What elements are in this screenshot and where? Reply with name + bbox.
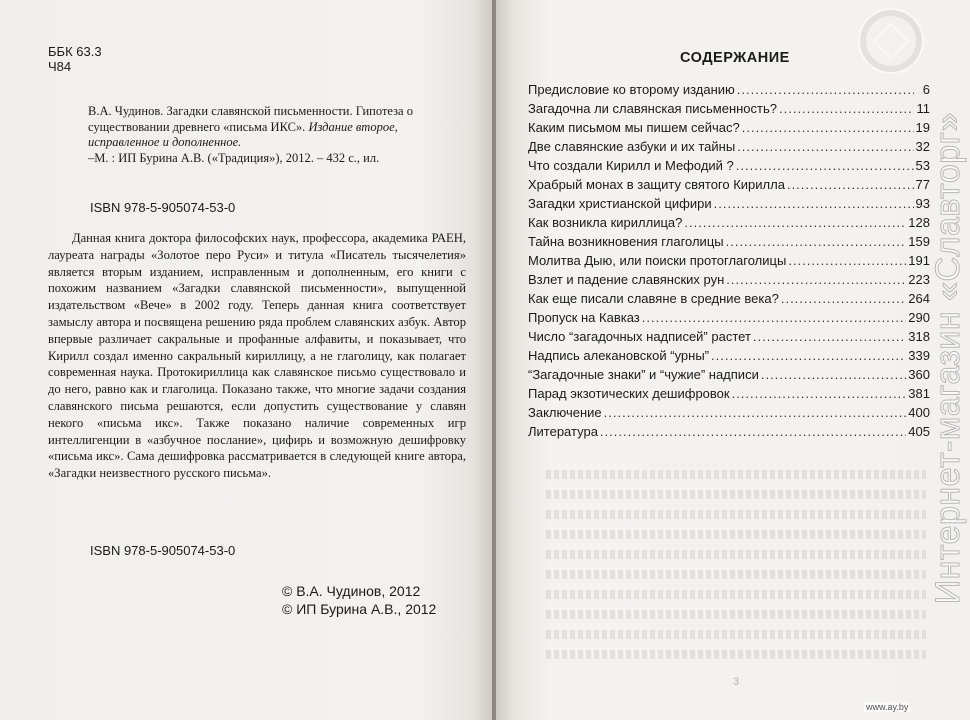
toc-entry-title: Две славянские азбуки и их тайны [528, 139, 736, 154]
watermark-text: Интернет-магазин «Славторг» [928, 111, 967, 605]
bleed-through-line [546, 630, 926, 639]
toc-leader-dots [779, 101, 914, 116]
toc-entry-page: 11 [916, 101, 930, 116]
bibliographic-record [88, 104, 464, 166]
toc-entry-title: Что создали Кирилл и Мефодий ? [528, 158, 734, 173]
toc-entry-page: 19 [915, 120, 930, 135]
toc-leader-dots [761, 367, 906, 382]
toc-entry-title: Заключение [528, 405, 602, 420]
toc-entry [528, 405, 930, 424]
toc-entry-page: 223 [908, 272, 930, 287]
toc-entry-title: Пропуск на Кавказ [528, 310, 640, 325]
toc-entry [528, 158, 930, 177]
toc-leader-dots [732, 386, 907, 401]
toc-entry-page: 53 [915, 158, 930, 173]
toc-entry-page: 400 [908, 405, 930, 420]
toc-leader-dots [753, 329, 906, 344]
bleed-through-line [546, 550, 926, 559]
toc-entry-page: 360 [908, 367, 930, 382]
toc-entry [528, 139, 930, 158]
toc-entry [528, 291, 930, 310]
toc-entry-title: “Загадочные знаки” и “чужие” надписи [528, 367, 759, 382]
biblio-main: В.А. Чудинов. Загадки славянской письменности. Гипотеза о существовании древнего «письма ИКС». [88, 104, 413, 134]
biblio-imprint: –М. : ИП Бурина А.В. («Традиция»), 2012. – 432 с., ил. [88, 150, 380, 165]
watermark-emblem-icon [858, 8, 924, 74]
toc-entry-page: 6 [922, 82, 930, 97]
copyright-author: © В.А. Чудинов, 2012 [282, 583, 421, 599]
toc-entry-title: Число “загадочных надписей” растет [528, 329, 751, 344]
toc-entry-title: Парад экзотических дешифровок [528, 386, 730, 401]
toc-entry [528, 101, 930, 120]
bleed-through-line [546, 510, 926, 519]
toc-entry-page: 339 [908, 348, 930, 363]
toc-entry-title: Загадки христианской цифири [528, 196, 712, 211]
shop-watermark [929, 8, 967, 708]
toc-entry [528, 272, 930, 291]
ghost-title-bleed [290, 200, 316, 231]
isbn-top: ISBN 978-5-905074-53-0 [90, 200, 236, 215]
bleed-through-line [546, 610, 926, 619]
toc-leader-dots [788, 253, 906, 268]
toc-entry-page: 381 [908, 386, 930, 401]
toc-entry [528, 234, 930, 253]
toc-entry-title: Предисловие ко второму изданию [528, 82, 735, 97]
toc-entry [528, 215, 930, 234]
toc-entry-page: 128 [908, 215, 930, 230]
toc-leader-dots [787, 177, 914, 192]
toc-entry [528, 253, 930, 272]
toc-entry [528, 177, 930, 196]
copyright-block [282, 582, 436, 618]
toc-leader-dots [600, 424, 906, 439]
toc-entry [528, 386, 930, 405]
bbk-code: ББК 63.3 [48, 44, 102, 59]
toc-leader-dots [726, 234, 907, 249]
toc-heading: СОДЕРЖАНИЕ [680, 50, 790, 66]
toc-entry-title: Взлет и падение славянских рун [528, 272, 725, 287]
toc-entry-page: 318 [908, 329, 930, 344]
toc-leader-dots [781, 291, 906, 306]
toc-entry-page: 290 [908, 310, 930, 325]
toc-entry [528, 82, 930, 101]
copyright-publisher: © ИП Бурина А.В., 2012 [282, 601, 437, 617]
table-of-contents [528, 82, 930, 443]
toc-entry [528, 120, 930, 139]
toc-entry-page: 264 [908, 291, 930, 306]
toc-entry-title: Литература [528, 424, 598, 439]
bleed-through-line [546, 570, 926, 579]
toc-entry-title: Надпись алекановской “урны” [528, 348, 710, 363]
toc-leader-dots [714, 196, 914, 211]
toc-entry [528, 196, 930, 215]
toc-entry-title: Храбрый монах в защиту святого Кирилла [528, 177, 785, 192]
isbn-bottom: ISBN 978-5-905074-53-0 [90, 543, 236, 558]
author-mark: Ч84 [48, 59, 72, 74]
toc-entry-title: Молитва Дыю, или поиски протоглаголицы [528, 253, 787, 268]
toc-entry-title: Тайна возникновения глаголицы [528, 234, 724, 249]
toc-entry [528, 348, 930, 367]
toc-leader-dots [642, 310, 907, 325]
toc-entry-page: 77 [915, 177, 930, 192]
toc-leader-dots [737, 139, 913, 154]
bbk-block [48, 44, 102, 74]
bleed-through-line [546, 650, 926, 659]
toc-entry-page: 93 [915, 196, 930, 211]
toc-entry [528, 310, 930, 329]
toc-entry-title: Как возникла кириллица? [528, 215, 683, 230]
toc-leader-dots [737, 82, 914, 97]
toc-entry-title: Загадочна ли славянская письменность? [528, 101, 777, 116]
bleed-through-line [546, 590, 926, 599]
toc-leader-dots [742, 120, 914, 135]
bleed-through-line [546, 490, 926, 499]
bleed-through-line [546, 530, 926, 539]
annotation [48, 230, 466, 482]
toc-leader-dots [711, 348, 906, 363]
toc-entry [528, 424, 930, 443]
toc-entry-page: 32 [915, 139, 930, 154]
toc-leader-dots [684, 215, 906, 230]
toc-entry-title: Каким письмом мы пишем сейчас? [528, 120, 740, 135]
bleed-through-line [546, 470, 926, 479]
toc-leader-dots [736, 158, 914, 173]
site-label: www.ay.by [866, 702, 909, 712]
toc-entry-page: 159 [908, 234, 930, 249]
page-number: 3 [733, 676, 740, 688]
toc-entry [528, 367, 930, 386]
toc-leader-dots [726, 272, 906, 287]
toc-entry-title: Как еще писали славяне в средние века? [528, 291, 779, 306]
toc-leader-dots [604, 405, 907, 420]
toc-entry-page: 191 [908, 253, 930, 268]
toc-entry-page: 405 [908, 424, 930, 439]
annotation-text: Данная книга доктора философских наук, профессора, академика РАЕН, лауреата награды «Золотое перо Руси» и титула «Писатель тысячелетия» является вторым изданием, исправленным и дополненным, его книги с похожим названием «Загадки славянской письменности», выпущенной издательством «Вече» в 2002 году. Теперь данная книга соответствует замыслу автора и посвящена решению ряда проблем славянских азбук. Автор впервые различает сакральные и профанные алфавиты, и показывает, что Кирилл создал именно сакральный кириллицу, а не глаголицу, как полагает современная наука. Протокириллица как славянское письмо существовало и до него, равно как и глаголица. Показано также, что многие задачи создания славянского письма решаются, если допустить существование у славян некого «письма икс». Также показано наличие современных игр интеллигенции в «азбучное послание», цифирь и возможную дешифровку «письма икс». Сама дешифровка рассматривается в следующей книге автора, «Загадки неизвестного русского письма». [48, 231, 466, 481]
biblio-edition: Издание второе, исправленное и дополненное. [88, 119, 398, 149]
toc-entry [528, 329, 930, 348]
